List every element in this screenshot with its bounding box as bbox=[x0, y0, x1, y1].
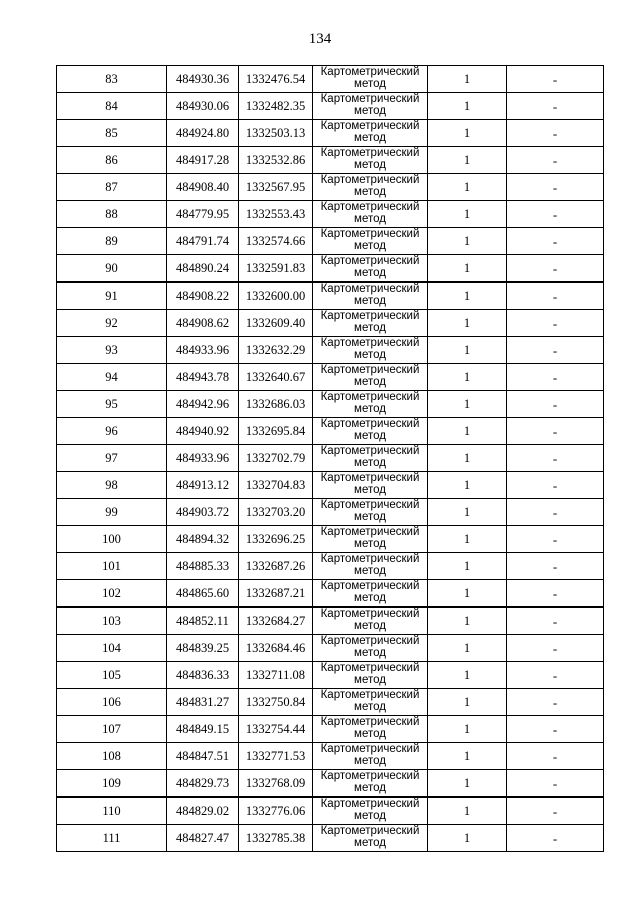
x-coordinate-cell: 484933.96 bbox=[167, 445, 239, 472]
y-coordinate-cell: 1332503.13 bbox=[239, 120, 313, 147]
point-number-cell: 92 bbox=[57, 310, 167, 337]
y-coordinate-cell: 1332591.83 bbox=[239, 255, 313, 283]
table-row bbox=[57, 418, 604, 445]
table-row bbox=[57, 310, 604, 337]
accuracy-cell: 1 bbox=[428, 797, 507, 825]
description-cell: - bbox=[507, 364, 604, 391]
method-cell: Картометрический метод bbox=[313, 93, 428, 120]
description-cell: - bbox=[507, 418, 604, 445]
y-coordinate-cell: 1332785.38 bbox=[239, 825, 313, 852]
method-cell: Картометрический метод bbox=[313, 120, 428, 147]
y-coordinate-cell: 1332704.83 bbox=[239, 472, 313, 499]
table-row bbox=[57, 770, 604, 798]
description-cell: - bbox=[507, 228, 604, 255]
point-number-cell: 85 bbox=[57, 120, 167, 147]
y-coordinate-cell: 1332687.26 bbox=[239, 553, 313, 580]
table-row bbox=[57, 120, 604, 147]
accuracy-cell: 1 bbox=[428, 445, 507, 472]
description-cell: - bbox=[507, 580, 604, 608]
y-coordinate-cell: 1332754.44 bbox=[239, 716, 313, 743]
accuracy-cell: 1 bbox=[428, 282, 507, 310]
x-coordinate-cell: 484908.40 bbox=[167, 174, 239, 201]
point-number-cell: 98 bbox=[57, 472, 167, 499]
point-number-cell: 97 bbox=[57, 445, 167, 472]
x-coordinate-cell: 484852.11 bbox=[167, 607, 239, 635]
x-coordinate-cell: 484930.06 bbox=[167, 93, 239, 120]
accuracy-cell: 1 bbox=[428, 825, 507, 852]
method-cell: Картометрический метод bbox=[313, 553, 428, 580]
point-number-cell: 88 bbox=[57, 201, 167, 228]
x-coordinate-cell: 484839.25 bbox=[167, 635, 239, 662]
accuracy-cell: 1 bbox=[428, 120, 507, 147]
x-coordinate-cell: 484829.02 bbox=[167, 797, 239, 825]
description-cell: - bbox=[507, 689, 604, 716]
table-row bbox=[57, 635, 604, 662]
description-cell: - bbox=[507, 255, 604, 283]
method-cell: Картометрический метод bbox=[313, 310, 428, 337]
method-cell: Картометрический метод bbox=[313, 174, 428, 201]
point-number-cell: 95 bbox=[57, 391, 167, 418]
y-coordinate-cell: 1332750.84 bbox=[239, 689, 313, 716]
description-cell: - bbox=[507, 825, 604, 852]
accuracy-cell: 1 bbox=[428, 580, 507, 608]
description-cell: - bbox=[507, 174, 604, 201]
method-cell: Картометрический метод bbox=[313, 743, 428, 770]
method-cell: Картометрический метод bbox=[313, 445, 428, 472]
y-coordinate-cell: 1332695.84 bbox=[239, 418, 313, 445]
method-cell: Картометрический метод bbox=[313, 797, 428, 825]
y-coordinate-cell: 1332768.09 bbox=[239, 770, 313, 798]
description-cell: - bbox=[507, 635, 604, 662]
accuracy-cell: 1 bbox=[428, 472, 507, 499]
accuracy-cell: 1 bbox=[428, 93, 507, 120]
accuracy-cell: 1 bbox=[428, 553, 507, 580]
y-coordinate-cell: 1332532.86 bbox=[239, 147, 313, 174]
method-cell: Картометрический метод bbox=[313, 526, 428, 553]
point-number-cell: 87 bbox=[57, 174, 167, 201]
point-number-cell: 106 bbox=[57, 689, 167, 716]
table-row bbox=[57, 282, 604, 310]
table-row bbox=[57, 499, 604, 526]
table-row bbox=[57, 689, 604, 716]
y-coordinate-cell: 1332684.46 bbox=[239, 635, 313, 662]
description-cell: - bbox=[507, 282, 604, 310]
description-cell: - bbox=[507, 391, 604, 418]
accuracy-cell: 1 bbox=[428, 499, 507, 526]
method-cell: Картометрический метод bbox=[313, 662, 428, 689]
accuracy-cell: 1 bbox=[428, 418, 507, 445]
y-coordinate-cell: 1332687.21 bbox=[239, 580, 313, 608]
y-coordinate-cell: 1332476.54 bbox=[239, 66, 313, 93]
x-coordinate-cell: 484894.32 bbox=[167, 526, 239, 553]
accuracy-cell: 1 bbox=[428, 716, 507, 743]
description-cell: - bbox=[507, 445, 604, 472]
point-number-cell: 111 bbox=[57, 825, 167, 852]
x-coordinate-cell: 484908.62 bbox=[167, 310, 239, 337]
y-coordinate-cell: 1332686.03 bbox=[239, 391, 313, 418]
coordinates-table-body bbox=[57, 66, 604, 852]
point-number-cell: 110 bbox=[57, 797, 167, 825]
method-cell: Картометрический метод bbox=[313, 364, 428, 391]
method-cell: Картометрический метод bbox=[313, 716, 428, 743]
point-number-cell: 100 bbox=[57, 526, 167, 553]
description-cell: - bbox=[507, 770, 604, 798]
x-coordinate-cell: 484849.15 bbox=[167, 716, 239, 743]
y-coordinate-cell: 1332553.43 bbox=[239, 201, 313, 228]
accuracy-cell: 1 bbox=[428, 174, 507, 201]
y-coordinate-cell: 1332776.06 bbox=[239, 797, 313, 825]
y-coordinate-cell: 1332696.25 bbox=[239, 526, 313, 553]
point-number-cell: 104 bbox=[57, 635, 167, 662]
accuracy-cell: 1 bbox=[428, 662, 507, 689]
y-coordinate-cell: 1332640.67 bbox=[239, 364, 313, 391]
table-row bbox=[57, 797, 604, 825]
x-coordinate-cell: 484933.96 bbox=[167, 337, 239, 364]
method-cell: Картометрический метод bbox=[313, 770, 428, 798]
x-coordinate-cell: 484847.51 bbox=[167, 743, 239, 770]
accuracy-cell: 1 bbox=[428, 364, 507, 391]
point-number-cell: 93 bbox=[57, 337, 167, 364]
table-row bbox=[57, 445, 604, 472]
table-row bbox=[57, 228, 604, 255]
y-coordinate-cell: 1332632.29 bbox=[239, 337, 313, 364]
x-coordinate-cell: 484913.12 bbox=[167, 472, 239, 499]
x-coordinate-cell: 484885.33 bbox=[167, 553, 239, 580]
method-cell: Картометрический метод bbox=[313, 580, 428, 608]
y-coordinate-cell: 1332771.53 bbox=[239, 743, 313, 770]
page-number: 134 bbox=[308, 31, 332, 47]
method-cell: Картометрический метод bbox=[313, 201, 428, 228]
x-coordinate-cell: 484943.78 bbox=[167, 364, 239, 391]
method-cell: Картометрический метод bbox=[313, 607, 428, 635]
description-cell: - bbox=[507, 499, 604, 526]
description-cell: - bbox=[507, 797, 604, 825]
point-number-cell: 101 bbox=[57, 553, 167, 580]
method-cell: Картометрический метод bbox=[313, 472, 428, 499]
x-coordinate-cell: 484903.72 bbox=[167, 499, 239, 526]
point-number-cell: 105 bbox=[57, 662, 167, 689]
description-cell: - bbox=[507, 662, 604, 689]
point-number-cell: 103 bbox=[57, 607, 167, 635]
table-row bbox=[57, 364, 604, 391]
x-coordinate-cell: 484940.92 bbox=[167, 418, 239, 445]
x-coordinate-cell: 484942.96 bbox=[167, 391, 239, 418]
x-coordinate-cell: 484779.95 bbox=[167, 201, 239, 228]
description-cell: - bbox=[507, 310, 604, 337]
point-number-cell: 86 bbox=[57, 147, 167, 174]
x-coordinate-cell: 484930.36 bbox=[167, 66, 239, 93]
table-row bbox=[57, 825, 604, 852]
method-cell: Картометрический метод bbox=[313, 635, 428, 662]
description-cell: - bbox=[507, 66, 604, 93]
table-row bbox=[57, 472, 604, 499]
point-number-cell: 102 bbox=[57, 580, 167, 608]
point-number-cell: 91 bbox=[57, 282, 167, 310]
table-row bbox=[57, 607, 604, 635]
y-coordinate-cell: 1332574.66 bbox=[239, 228, 313, 255]
method-cell: Картометрический метод bbox=[313, 825, 428, 852]
description-cell: - bbox=[507, 472, 604, 499]
description-cell: - bbox=[507, 607, 604, 635]
point-number-cell: 99 bbox=[57, 499, 167, 526]
accuracy-cell: 1 bbox=[428, 743, 507, 770]
accuracy-cell: 1 bbox=[428, 228, 507, 255]
table-row bbox=[57, 391, 604, 418]
point-number-cell: 84 bbox=[57, 93, 167, 120]
accuracy-cell: 1 bbox=[428, 607, 507, 635]
method-cell: Картометрический метод bbox=[313, 337, 428, 364]
description-cell: - bbox=[507, 147, 604, 174]
y-coordinate-cell: 1332567.95 bbox=[239, 174, 313, 201]
method-cell: Картометрический метод bbox=[313, 147, 428, 174]
table-row bbox=[57, 662, 604, 689]
method-cell: Картометрический метод bbox=[313, 282, 428, 310]
method-cell: Картометрический метод bbox=[313, 228, 428, 255]
description-cell: - bbox=[507, 337, 604, 364]
accuracy-cell: 1 bbox=[428, 147, 507, 174]
table-row bbox=[57, 526, 604, 553]
accuracy-cell: 1 bbox=[428, 526, 507, 553]
accuracy-cell: 1 bbox=[428, 201, 507, 228]
method-cell: Картометрический метод bbox=[313, 499, 428, 526]
y-coordinate-cell: 1332703.20 bbox=[239, 499, 313, 526]
x-coordinate-cell: 484827.47 bbox=[167, 825, 239, 852]
method-cell: Картометрический метод bbox=[313, 255, 428, 283]
point-number-cell: 96 bbox=[57, 418, 167, 445]
method-cell: Картометрический метод bbox=[313, 418, 428, 445]
x-coordinate-cell: 484908.22 bbox=[167, 282, 239, 310]
table-row bbox=[57, 174, 604, 201]
point-number-cell: 107 bbox=[57, 716, 167, 743]
point-number-cell: 83 bbox=[57, 66, 167, 93]
point-number-cell: 94 bbox=[57, 364, 167, 391]
point-number-cell: 108 bbox=[57, 743, 167, 770]
x-coordinate-cell: 484917.28 bbox=[167, 147, 239, 174]
y-coordinate-cell: 1332702.79 bbox=[239, 445, 313, 472]
y-coordinate-cell: 1332684.27 bbox=[239, 607, 313, 635]
description-cell: - bbox=[507, 201, 604, 228]
description-cell: - bbox=[507, 716, 604, 743]
method-cell: Картометрический метод bbox=[313, 689, 428, 716]
x-coordinate-cell: 484836.33 bbox=[167, 662, 239, 689]
table-row bbox=[57, 255, 604, 283]
method-cell: Картометрический метод bbox=[313, 391, 428, 418]
table-row bbox=[57, 743, 604, 770]
accuracy-cell: 1 bbox=[428, 255, 507, 283]
y-coordinate-cell: 1332609.40 bbox=[239, 310, 313, 337]
accuracy-cell: 1 bbox=[428, 770, 507, 798]
method-cell: Картометрический метод bbox=[313, 66, 428, 93]
table-row bbox=[57, 553, 604, 580]
x-coordinate-cell: 484829.73 bbox=[167, 770, 239, 798]
x-coordinate-cell: 484831.27 bbox=[167, 689, 239, 716]
table-row bbox=[57, 66, 604, 93]
table-row bbox=[57, 93, 604, 120]
description-cell: - bbox=[507, 553, 604, 580]
x-coordinate-cell: 484924.80 bbox=[167, 120, 239, 147]
accuracy-cell: 1 bbox=[428, 337, 507, 364]
table-row bbox=[57, 580, 604, 608]
accuracy-cell: 1 bbox=[428, 66, 507, 93]
description-cell: - bbox=[507, 120, 604, 147]
point-number-cell: 109 bbox=[57, 770, 167, 798]
accuracy-cell: 1 bbox=[428, 635, 507, 662]
y-coordinate-cell: 1332711.08 bbox=[239, 662, 313, 689]
description-cell: - bbox=[507, 526, 604, 553]
accuracy-cell: 1 bbox=[428, 310, 507, 337]
accuracy-cell: 1 bbox=[428, 391, 507, 418]
x-coordinate-cell: 484791.74 bbox=[167, 228, 239, 255]
y-coordinate-cell: 1332482.35 bbox=[239, 93, 313, 120]
x-coordinate-cell: 484865.60 bbox=[167, 580, 239, 608]
description-cell: - bbox=[507, 93, 604, 120]
table-row bbox=[57, 147, 604, 174]
point-number-cell: 89 bbox=[57, 228, 167, 255]
accuracy-cell: 1 bbox=[428, 689, 507, 716]
table-row bbox=[57, 716, 604, 743]
point-number-cell: 90 bbox=[57, 255, 167, 283]
x-coordinate-cell: 484890.24 bbox=[167, 255, 239, 283]
table-row bbox=[57, 337, 604, 364]
table-row bbox=[57, 201, 604, 228]
y-coordinate-cell: 1332600.00 bbox=[239, 282, 313, 310]
coordinates-table bbox=[56, 65, 604, 852]
description-cell: - bbox=[507, 743, 604, 770]
